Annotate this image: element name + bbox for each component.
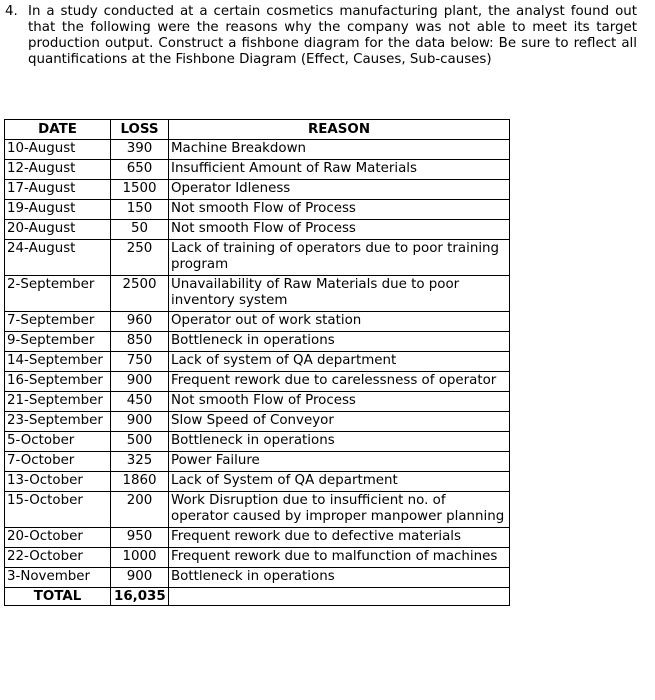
- table-row: [5, 332, 510, 352]
- date-cell: 13-October: [5, 472, 111, 492]
- loss-cell: 250: [111, 240, 169, 276]
- date-cell: 12-August: [5, 160, 111, 180]
- date-cell: 3-November: [5, 568, 111, 588]
- table-row: [5, 432, 510, 452]
- question-number: 4.: [5, 4, 18, 19]
- total-reason: [169, 588, 510, 606]
- reason-cell: Operator Idleness: [169, 180, 510, 200]
- table-row: [5, 372, 510, 392]
- table-row: [5, 160, 510, 180]
- table-row: [5, 528, 510, 548]
- table-row: [5, 276, 510, 312]
- date-cell: 14-September: [5, 352, 111, 372]
- total-loss: 16,035: [111, 588, 169, 606]
- table-row: [5, 392, 510, 412]
- reason-cell: Bottleneck in operations: [169, 568, 510, 588]
- date-cell: 9-September: [5, 332, 111, 352]
- date-cell: 19-August: [5, 200, 111, 220]
- date-cell: 16-September: [5, 372, 111, 392]
- column-header-date: DATE: [5, 120, 111, 140]
- column-header-loss: LOSS: [111, 120, 169, 140]
- reason-cell: Lack of system of QA department: [169, 352, 510, 372]
- question-text: In a study conducted at a certain cosmetics manufacturing plant, the analyst found out that the following were the reasons why the company was not able to meet its target production output. Construct a fishbone diagram for the data below: Be sure to reflect all quantifications at the Fishbone Diagram (Effect, Causes, Sub-causes): [28, 4, 637, 67]
- table-row: [5, 452, 510, 472]
- reason-cell: Frequent rework due to carelessness of operator: [169, 372, 510, 392]
- loss-cell: 950: [111, 528, 169, 548]
- table-row: [5, 352, 510, 372]
- date-cell: 2-September: [5, 276, 111, 312]
- reason-cell: Bottleneck in operations: [169, 332, 510, 352]
- loss-cell: 200: [111, 492, 169, 528]
- loss-cell: 1500: [111, 180, 169, 200]
- loss-cell: 150: [111, 200, 169, 220]
- table-row: [5, 200, 510, 220]
- reason-cell: Frequent rework due to defective materials: [169, 528, 510, 548]
- table-row: [5, 472, 510, 492]
- reason-cell: Frequent rework due to malfunction of machines: [169, 548, 510, 568]
- reason-cell: Power Failure: [169, 452, 510, 472]
- loss-cell: 390: [111, 140, 169, 160]
- reason-cell: Lack of training of operators due to poor training program: [169, 240, 510, 276]
- loss-cell: 750: [111, 352, 169, 372]
- loss-cell: 1000: [111, 548, 169, 568]
- reason-cell: Unavailability of Raw Materials due to poor inventory system: [169, 276, 510, 312]
- loss-cell: 450: [111, 392, 169, 412]
- loss-cell: 900: [111, 372, 169, 392]
- reason-cell: Insufficient Amount of Raw Materials: [169, 160, 510, 180]
- date-cell: 17-August: [5, 180, 111, 200]
- loss-cell: 2500: [111, 276, 169, 312]
- table-row: [5, 140, 510, 160]
- loss-cell: 900: [111, 568, 169, 588]
- table-row: [5, 568, 510, 588]
- reason-cell: Bottleneck in operations: [169, 432, 510, 452]
- loss-table: [4, 119, 510, 606]
- reason-cell: Operator out of work station: [169, 312, 510, 332]
- date-cell: 23-September: [5, 412, 111, 432]
- table-row: [5, 548, 510, 568]
- date-cell: 24-August: [5, 240, 111, 276]
- table-row: [5, 240, 510, 276]
- table-row: [5, 412, 510, 432]
- total-row: [5, 588, 510, 606]
- table-row: [5, 312, 510, 332]
- reason-cell: Not smooth Flow of Process: [169, 200, 510, 220]
- date-cell: 10-August: [5, 140, 111, 160]
- question-paragraph: [5, 4, 637, 68]
- table-row: [5, 180, 510, 200]
- loss-cell: 900: [111, 412, 169, 432]
- loss-cell: 850: [111, 332, 169, 352]
- reason-cell: Work Disruption due to insufficient no. of operator caused by improper manpower planning: [169, 492, 510, 528]
- loss-cell: 960: [111, 312, 169, 332]
- date-cell: 7-October: [5, 452, 111, 472]
- date-cell: 20-August: [5, 220, 111, 240]
- loss-cell: 500: [111, 432, 169, 452]
- total-label: TOTAL: [5, 588, 111, 606]
- date-cell: 22-October: [5, 548, 111, 568]
- date-cell: 21-September: [5, 392, 111, 412]
- reason-cell: Machine Breakdown: [169, 140, 510, 160]
- date-cell: 5-October: [5, 432, 111, 452]
- column-header-reason: REASON: [169, 120, 510, 140]
- loss-cell: 1860: [111, 472, 169, 492]
- table-row: [5, 492, 510, 528]
- loss-cell: 50: [111, 220, 169, 240]
- table-row: [5, 220, 510, 240]
- loss-cell: 325: [111, 452, 169, 472]
- loss-cell: 650: [111, 160, 169, 180]
- date-cell: 15-October: [5, 492, 111, 528]
- date-cell: 20-October: [5, 528, 111, 548]
- date-cell: 7-September: [5, 312, 111, 332]
- reason-cell: Slow Speed of Conveyor: [169, 412, 510, 432]
- reason-cell: Not smooth Flow of Process: [169, 392, 510, 412]
- reason-cell: Not smooth Flow of Process: [169, 220, 510, 240]
- table-header-row: [5, 120, 510, 140]
- reason-cell: Lack of System of QA department: [169, 472, 510, 492]
